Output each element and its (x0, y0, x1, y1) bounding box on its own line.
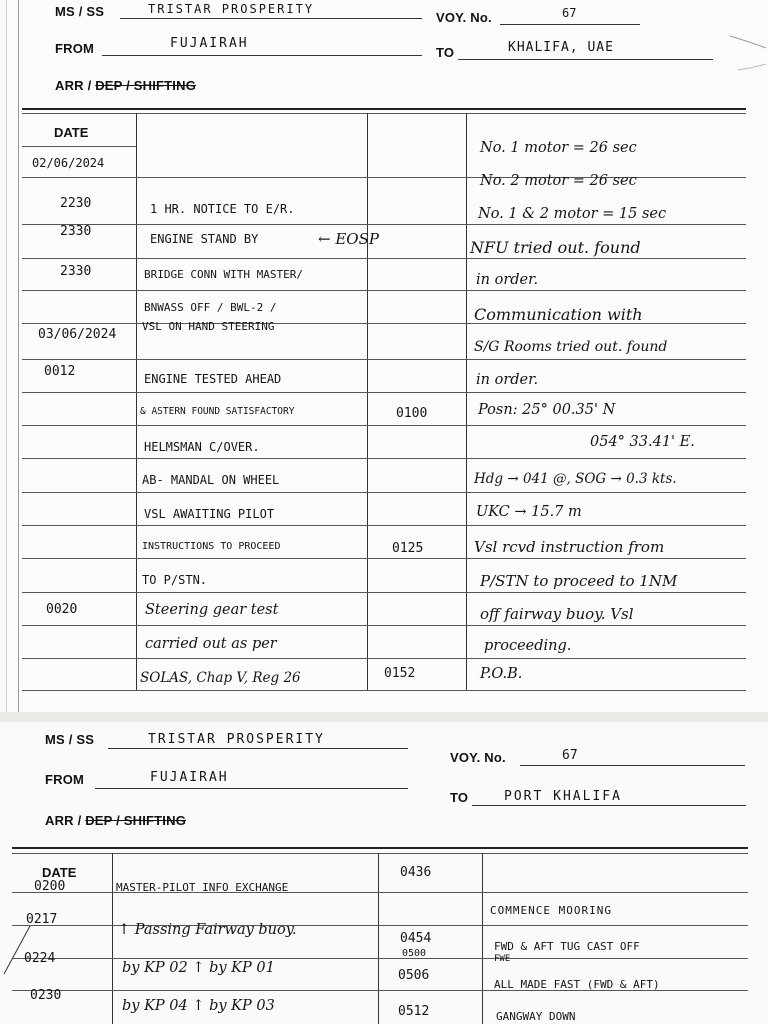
remark-entry: Hdg → 041 @, SOG → 0.3 kts. (474, 471, 677, 487)
time-entry: 0454 (400, 931, 432, 946)
event-entry: ↑ Passing Fairway buoy. (118, 922, 297, 938)
remark-entry: P.O.B. (480, 666, 523, 682)
remark-entry: FWE (494, 954, 511, 964)
time-entry: 0125 (392, 541, 424, 556)
row-rule (22, 224, 746, 225)
row-rule (12, 958, 748, 959)
row-rule (22, 558, 746, 559)
row-rule (22, 592, 746, 593)
event-entry: by KP 02 ↑ by KP 01 (122, 960, 275, 976)
time-entry: 0436 (400, 865, 432, 880)
event-entry: ENGINE TESTED AHEAD (144, 372, 282, 386)
margin-line (18, 0, 19, 712)
voyage-line (500, 24, 640, 25)
row-rule (22, 177, 746, 178)
event-entry: BRIDGE CONN WITH MASTER/ (144, 268, 303, 281)
time-entry: 0020 (46, 602, 78, 617)
remark-entry: UKC → 15.7 m (476, 504, 582, 520)
event-entry: by KP 04 ↑ by KP 03 (122, 998, 275, 1014)
remark-entry: No. 1 motor = 26 sec (480, 140, 637, 156)
to-line (458, 59, 713, 60)
logbook-page-2 (0, 722, 768, 1024)
remark-entry: Posn: 25° 00.35' N (478, 402, 616, 418)
event-entry: HELMSMAN C/OVER. (144, 440, 260, 454)
date-entry: 02/06/2024 (32, 156, 105, 170)
row-rule (22, 492, 746, 493)
row-rule (22, 290, 746, 291)
remark-entry: NFU tried out. found (470, 238, 641, 257)
row-rule (22, 525, 746, 526)
voyage-number: 67 (562, 6, 577, 20)
from-label: FROM (45, 772, 85, 787)
column-divider (466, 113, 467, 690)
to-label: TO (436, 45, 455, 60)
steering-note: carried out as per (145, 636, 277, 652)
table-top-rule (12, 847, 748, 849)
remark-entry: proceeding. (484, 638, 572, 654)
page-curl-mark (720, 0, 768, 120)
time-entry: 0200 (34, 879, 66, 894)
voyage-line (520, 765, 745, 766)
time-entry: 2230 (60, 196, 92, 211)
row-rule (22, 258, 746, 259)
time-entry: 0500 (402, 948, 427, 959)
steering-note: Steering gear test (145, 602, 279, 618)
time-entry: 0217 (26, 912, 58, 927)
time-entry: 2330 (60, 224, 92, 239)
column-divider (367, 113, 368, 690)
table-top-rule-2 (12, 853, 748, 854)
remark-entry: in order. (476, 372, 539, 388)
from-line (95, 788, 408, 789)
event-entry: 1 HR. NOTICE TO E/R. (150, 202, 295, 216)
arr-dep-shifting: ARR / DEP / SHIFTING (45, 813, 187, 828)
event-entry: & ASTERN FOUND SATISFACTORY (140, 406, 295, 417)
to-label: TO (450, 790, 469, 805)
remark-entry: off fairway buoy. Vsl (480, 605, 634, 623)
remark-entry: No. 1 & 2 motor = 15 sec (478, 206, 667, 222)
event-entry: AB- MANDAL ON WHEEL (142, 473, 280, 487)
row-rule (22, 458, 746, 459)
vessel-name: TRISTAR PROSPERITY (148, 2, 315, 16)
time-entry: 0152 (384, 666, 416, 681)
event-entry: INSTRUCTIONS TO PROCEED (142, 541, 281, 552)
time-entry: 0506 (398, 968, 430, 983)
date-header-rule (22, 146, 136, 147)
row-rule (22, 658, 746, 659)
time-entry: 0224 (24, 951, 56, 966)
page-fold (6, 0, 7, 712)
table-top-rule (22, 108, 746, 110)
event-entry: MASTER-PILOT INFO EXCHANGE (116, 881, 289, 894)
from-port: FUJAIRAH (150, 770, 229, 785)
to-line (472, 805, 746, 806)
to-port: KHALIFA, UAE (508, 40, 614, 55)
ms-ss-label: MS / SS (45, 732, 95, 747)
from-line (102, 55, 422, 56)
remark-entry: 054° 33.41' E. (590, 434, 695, 450)
remark-entry: P/STN to proceed to 1NM (480, 572, 678, 590)
remark-entry: No. 2 motor = 26 sec (480, 173, 637, 189)
steering-note: SOLAS, Chap V, Reg 26 (140, 670, 301, 686)
event-entry: BNWASS OFF / BWL-2 / (144, 301, 277, 314)
row-rule (22, 392, 746, 393)
voyage-number: 67 (562, 748, 578, 763)
time-entry: 0230 (30, 988, 62, 1003)
date-header: DATE (54, 125, 89, 140)
ms-ss-label: MS / SS (55, 4, 105, 19)
event-entry: VSL ON HAND STEERING (142, 320, 275, 333)
vessel-line (120, 18, 422, 19)
page-gap (0, 712, 768, 722)
remark-entry: FWD & AFT TUG CAST OFF (494, 940, 640, 953)
margin-stroke (0, 922, 40, 982)
column-divider (482, 853, 483, 1024)
vessel-name: TRISTAR PROSPERITY (148, 732, 325, 747)
voy-no-label: VOY. No. (436, 10, 492, 25)
event-entry: ENGINE STAND BY (150, 232, 259, 246)
date-header: DATE (42, 865, 77, 880)
time-entry: 2330 (60, 264, 92, 279)
time-entry: 0012 (44, 364, 76, 379)
date-entry: 03/06/2024 (38, 327, 117, 342)
row-rule (22, 690, 746, 691)
remark-entry: Communication with (474, 305, 643, 324)
from-port: FUJAIRAH (170, 36, 249, 51)
vessel-line (108, 748, 408, 749)
time-entry: 0100 (396, 406, 428, 421)
remark-entry: COMMENCE MOORING (490, 904, 612, 917)
event-entry: TO P/STN. (142, 573, 208, 587)
from-label: FROM (55, 41, 95, 56)
voy-no-label: VOY. No. (450, 750, 506, 765)
remark-entry: S/G Rooms tried out. found (474, 339, 668, 355)
eosp-note: ← EOSP (318, 230, 379, 248)
remark-entry: in order. (476, 272, 539, 288)
row-rule (22, 625, 746, 626)
row-rule (22, 425, 746, 426)
table-top-rule-2 (22, 113, 746, 114)
to-port: PORT KHALIFA (504, 789, 622, 804)
column-divider (112, 853, 113, 1024)
column-divider (378, 853, 379, 1024)
row-rule (22, 359, 746, 360)
time-entry: 0512 (398, 1004, 430, 1019)
column-divider (136, 113, 137, 690)
arr-dep-shifting: ARR / DEP / SHIFTING (55, 78, 197, 93)
event-entry: VSL AWAITING PILOT (144, 507, 275, 521)
remark-entry: Vsl rcvd instruction from (474, 538, 665, 556)
remark-entry: ALL MADE FAST (FWD & AFT) (494, 978, 660, 991)
remark-entry: GANGWAY DOWN (496, 1010, 576, 1023)
